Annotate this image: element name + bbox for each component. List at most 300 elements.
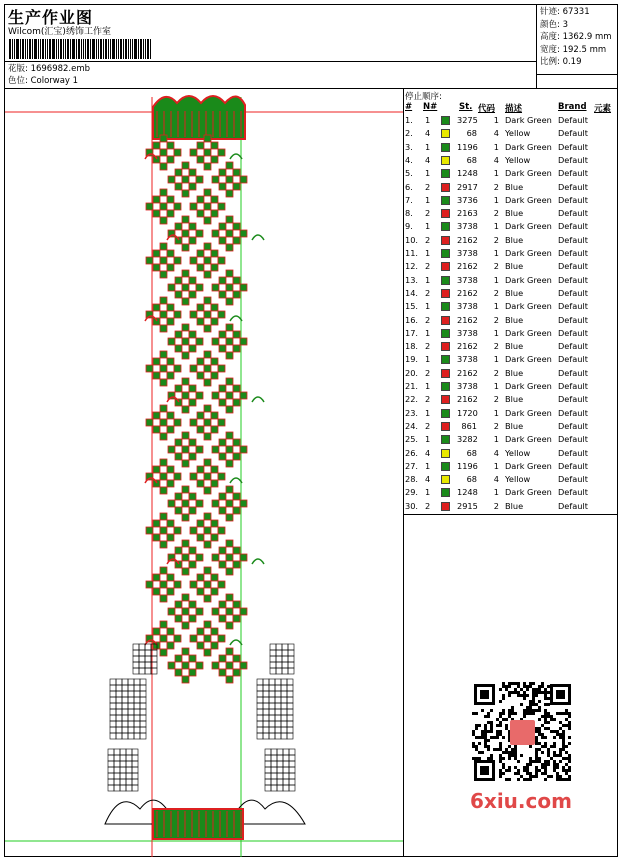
lace-cell [263, 679, 269, 685]
qr-module [538, 727, 541, 730]
lattice-cell [226, 277, 233, 284]
lattice-cell [233, 554, 240, 561]
color-swatch [441, 249, 450, 258]
lattice-cell [182, 460, 189, 467]
lattice-cell [226, 190, 233, 197]
qr-module [553, 754, 556, 757]
lattice-cell [196, 176, 203, 183]
qr-module [514, 691, 517, 694]
qr-module [484, 730, 487, 733]
qr-module [556, 763, 559, 766]
lattice-cell [160, 635, 167, 642]
lattice-cell [189, 176, 196, 183]
lace-cell [116, 721, 122, 727]
qr-module [544, 712, 547, 715]
qr-module [493, 736, 496, 739]
qr-module [532, 694, 535, 697]
lattice-cell [167, 318, 174, 325]
lace-cell [257, 715, 263, 721]
cell-desc: Dark Green [505, 381, 552, 391]
lattice-cell [233, 169, 240, 176]
lattice-cell [226, 244, 233, 251]
qr-module [484, 742, 487, 745]
lattice-cell [197, 304, 204, 311]
lace-cell [140, 727, 146, 733]
lattice-cell [204, 405, 211, 412]
lattice-cell [233, 392, 240, 399]
qr-module [559, 748, 562, 751]
lace-cell [257, 691, 263, 697]
lattice-cell [160, 595, 167, 602]
lattice-cell [240, 176, 247, 183]
lace-cell [289, 785, 295, 791]
lattice-cell [190, 311, 197, 318]
lattice-cell [226, 561, 233, 568]
cell-code: 2 [493, 500, 499, 511]
lace-cell [281, 721, 287, 727]
lattice-cell [168, 338, 175, 345]
qr-module [553, 760, 556, 763]
colorway-value: Colorway 1 [30, 76, 79, 86]
qr-module [535, 772, 538, 775]
stop-sequence-title: 停止顺序: [405, 92, 442, 102]
qr-module [481, 730, 484, 733]
lattice-cell [182, 446, 189, 453]
lace-cell [132, 785, 138, 791]
lace-cell [145, 650, 151, 656]
qr-module [553, 736, 556, 739]
lattice-cell [212, 608, 219, 615]
lattice-cell [218, 149, 225, 156]
lattice-cell [189, 493, 196, 500]
lattice-cell [182, 176, 189, 183]
lattice-cell [160, 649, 167, 656]
lattice-cell [182, 298, 189, 305]
lattice-cell [219, 237, 226, 244]
lattice-cell [182, 608, 189, 615]
lace-cell [128, 727, 134, 733]
qr-module [535, 703, 538, 706]
qr-code-image [470, 680, 575, 785]
cell-st: 1248 [457, 487, 478, 498]
cell-brand: Default [558, 341, 588, 352]
file-row [8, 63, 536, 75]
cell-brand: Default [558, 394, 588, 405]
lace-cell [110, 685, 116, 691]
lace-cell [128, 721, 134, 727]
lattice-cell [197, 311, 204, 318]
qr-module [481, 751, 484, 754]
cell-st: 3282 [457, 434, 478, 445]
qr-module [508, 757, 511, 760]
lace-cell [108, 767, 114, 773]
lattice-cell [233, 176, 240, 183]
lattice-cell [226, 378, 233, 385]
col-brand: Brand [558, 102, 587, 112]
lattice-cell [175, 500, 182, 507]
lattice-cell [226, 399, 233, 406]
cell-desc: Blue [505, 420, 524, 431]
color-swatch [441, 276, 450, 285]
cell-code: 1 [493, 354, 499, 365]
qr-module [532, 760, 535, 763]
cell-desc: Dark Green [505, 141, 552, 152]
lattice-cell [204, 351, 211, 358]
lattice-cell [160, 304, 167, 311]
cell-n: 1 [425, 327, 431, 338]
cell-brand: Default [558, 314, 588, 325]
qr-module [562, 745, 565, 748]
lattice-cell [167, 635, 174, 642]
lattice-cell [233, 601, 240, 608]
lace-cell [132, 749, 138, 755]
cell-n: 4 [425, 154, 431, 165]
lattice-cell [160, 142, 167, 149]
qr-module [475, 757, 478, 760]
cell-st: 2162 [457, 314, 478, 325]
lattice-cell [226, 216, 233, 223]
qr-module [538, 760, 541, 763]
lattice-cell [175, 669, 182, 676]
lattice-cell [226, 486, 233, 493]
cell-desc: Dark Green [505, 487, 552, 498]
qr-module [553, 745, 556, 748]
qr-module [526, 778, 529, 781]
lattice-cell [219, 608, 226, 615]
qr-module [544, 736, 547, 739]
cell-brand: Default [558, 381, 588, 391]
lace-cell [110, 697, 116, 703]
cell-n: 2 [425, 287, 431, 298]
qr-module [502, 763, 505, 766]
lace-cell [116, 697, 122, 703]
lace-cell [257, 733, 263, 739]
cell-st: 3275 [457, 115, 478, 125]
lace-cell [270, 662, 276, 668]
lattice-cell [167, 372, 174, 379]
cell-desc: Blue [505, 261, 524, 272]
scallop [252, 397, 264, 402]
lattice-cell [226, 655, 233, 662]
lattice-cell [160, 257, 167, 264]
table-row [405, 182, 617, 195]
lattice-cell [226, 345, 233, 352]
lattice-cell [182, 183, 189, 190]
cell-n: 1 [425, 381, 431, 391]
lattice-cell [233, 446, 240, 453]
qr-module [484, 724, 487, 727]
lace-cell [269, 679, 275, 685]
qr-module [547, 775, 550, 778]
cell-st: 2915 [457, 500, 478, 511]
lattice-cell [204, 466, 211, 473]
lattice-cell [160, 365, 167, 372]
lattice-cell [168, 176, 175, 183]
lattice-cell [167, 466, 174, 473]
qr-module [508, 694, 511, 697]
lattice-cell [211, 365, 218, 372]
lattice-cell [182, 594, 189, 601]
lattice-cell [189, 399, 196, 406]
lattice-cell [211, 149, 218, 156]
cell-desc: Dark Green [505, 221, 552, 232]
lace-cell [114, 767, 120, 773]
lace-cell [282, 650, 288, 656]
qr-module [484, 736, 487, 739]
cell-desc: Dark Green [505, 354, 552, 365]
cell-i: 19. [405, 354, 419, 365]
lattice-cell [160, 487, 167, 494]
qr-module [496, 748, 499, 751]
lattice-cell [189, 554, 196, 561]
qr-module [508, 715, 511, 718]
lace-cell [134, 709, 140, 715]
lace-cell [120, 761, 126, 767]
cell-code: 2 [493, 181, 499, 192]
lace-cell [263, 691, 269, 697]
lattice-cell [233, 493, 240, 500]
qr-module [550, 718, 553, 721]
cell-desc: Dark Green [505, 460, 552, 471]
lace-cell [132, 755, 138, 761]
qr-module [541, 685, 544, 688]
cell-n: 1 [425, 407, 431, 418]
lace-cell [257, 679, 263, 685]
lattice-cell [233, 655, 240, 662]
cell-code: 2 [493, 394, 499, 405]
cell-code: 1 [493, 168, 499, 179]
qr-module [496, 733, 499, 736]
lattice-cell [204, 635, 211, 642]
lace-cell [265, 785, 271, 791]
color-swatch [441, 209, 450, 218]
qr-module [535, 694, 538, 697]
qr-module [520, 694, 523, 697]
lattice-cell [174, 365, 181, 372]
color-swatch [441, 329, 450, 338]
lattice-cell [211, 466, 218, 473]
lace-cell [108, 761, 114, 767]
cell-brand: Default [558, 434, 588, 445]
qr-module [526, 685, 529, 688]
color-swatch [441, 502, 450, 511]
cell-brand: Default [558, 354, 588, 365]
lattice-cell [226, 270, 233, 277]
lace-cell [145, 668, 151, 674]
qr-module [523, 715, 526, 718]
lattice-cell [233, 547, 240, 554]
cell-st: 68 [466, 154, 477, 165]
lattice-cell [182, 284, 189, 291]
lattice-cell [218, 527, 225, 534]
cell-code: 4 [493, 474, 499, 485]
stat-value: 1362.9 mm [559, 32, 612, 42]
cell-code: 4 [493, 128, 499, 139]
lattice-cell [233, 331, 240, 338]
qr-module [553, 763, 556, 766]
qr-module [568, 721, 571, 724]
lattice-cell [189, 183, 196, 190]
lattice-cell [182, 331, 189, 338]
lattice-cell [182, 514, 189, 521]
lace-cell [275, 733, 281, 739]
lace-cell [114, 749, 120, 755]
color-swatch [441, 382, 450, 391]
lattice-cell [219, 446, 226, 453]
lattice-cell [197, 574, 204, 581]
cell-desc: Dark Green [505, 407, 552, 418]
qr-module [556, 766, 559, 769]
lattice-cell [218, 581, 225, 588]
lace-cell [271, 779, 277, 785]
cell-st: 2162 [457, 394, 478, 405]
lattice-cell [197, 466, 204, 473]
lattice-cell [226, 162, 233, 169]
lattice-cell [240, 392, 247, 399]
qr-module [547, 691, 550, 694]
cell-desc: Blue [505, 394, 524, 405]
qr-module [511, 751, 514, 754]
qr-module [550, 745, 553, 748]
col-elem: 元素 [594, 104, 612, 114]
lattice-cell [175, 338, 182, 345]
qr-module [544, 742, 547, 745]
lattice-cell [204, 250, 211, 257]
lattice-cell [218, 311, 225, 318]
lattice-cell [218, 257, 225, 264]
qr-module [541, 766, 544, 769]
lattice-cell [175, 183, 182, 190]
table-row [405, 195, 617, 208]
lace-cell [263, 685, 269, 691]
lattice-cell [219, 392, 226, 399]
qr-module [535, 742, 538, 745]
lattice-cell [189, 230, 196, 237]
qr-module [556, 712, 559, 715]
stat-value: 3 [559, 19, 568, 30]
qr-module [565, 724, 568, 727]
lattice-cell [226, 237, 233, 244]
qr-module [478, 736, 481, 739]
lattice-cell [160, 412, 167, 419]
cell-n: 1 [425, 460, 431, 471]
qr-module [529, 745, 532, 748]
cell-i: 1. [405, 115, 413, 125]
lace-cell [275, 709, 281, 715]
lattice-cell [233, 453, 240, 460]
lattice-cell [175, 507, 182, 514]
qr-module [499, 748, 502, 751]
qr-module [562, 739, 565, 742]
qr-module [562, 730, 565, 733]
cell-n: 1 [425, 487, 431, 498]
stat-row [540, 31, 618, 44]
table-row [405, 261, 617, 274]
stat-row [540, 19, 618, 32]
lace-cell [288, 668, 294, 674]
lattice-cell [189, 385, 196, 392]
qr-module [547, 712, 550, 715]
lattice-cell [160, 189, 167, 196]
lattice-cell [233, 615, 240, 622]
lattice-cell [167, 520, 174, 527]
lattice-cell [219, 230, 226, 237]
qr-module [472, 757, 475, 760]
lattice-cell [226, 500, 233, 507]
qr-module [472, 742, 475, 745]
lattice-cell [219, 331, 226, 338]
lace-cell [265, 773, 271, 779]
qr-module [538, 700, 541, 703]
qr-module [532, 775, 535, 778]
qr-module [547, 721, 550, 724]
lattice-cell [204, 412, 211, 419]
qr-module [508, 766, 511, 769]
lace-cell [140, 721, 146, 727]
lattice-cell [182, 291, 189, 298]
lattice-cell [233, 507, 240, 514]
lattice-cell [212, 500, 219, 507]
table-row [405, 275, 617, 288]
lattice-cell [197, 250, 204, 257]
lace-cell [128, 685, 134, 691]
lattice-cell [160, 405, 167, 412]
cell-i: 20. [405, 367, 419, 378]
lattice-cell [226, 338, 233, 345]
qr-module [559, 712, 562, 715]
qr-module [520, 754, 523, 757]
cell-code: 1 [493, 274, 499, 285]
lattice-cell [174, 473, 181, 480]
lattice-cell [204, 473, 211, 480]
qr-module [526, 694, 529, 697]
lattice-cell [219, 277, 226, 284]
color-swatch [441, 449, 450, 458]
qr-module [568, 754, 571, 757]
qr-module [550, 730, 553, 733]
cell-brand: Default [558, 141, 588, 152]
cell-code: 1 [493, 434, 499, 445]
lattice-cell [233, 669, 240, 676]
cell-st: 3738 [457, 381, 478, 391]
lattice-cell [175, 385, 182, 392]
lace-cell [287, 709, 293, 715]
cell-st: 68 [466, 474, 477, 485]
qr-module [559, 736, 562, 739]
lattice-cell [160, 567, 167, 574]
qr-module [514, 757, 517, 760]
cell-code: 2 [493, 261, 499, 272]
lace-cell [281, 691, 287, 697]
qr-module [547, 751, 550, 754]
qr-module [547, 754, 550, 757]
lace-cell [289, 749, 295, 755]
lattice-cell [196, 554, 203, 561]
qr-module [556, 778, 559, 781]
lattice-cell [204, 271, 211, 278]
qr-module [526, 712, 529, 715]
lattice-cell [196, 392, 203, 399]
qr-module [505, 685, 508, 688]
qr-module [487, 745, 490, 748]
lattice-cell [197, 628, 204, 635]
lattice-cell [160, 250, 167, 257]
table-row [405, 221, 617, 234]
lattice-cell [197, 372, 204, 379]
qr-module [475, 745, 478, 748]
lattice-cell [190, 203, 197, 210]
lattice-cell [160, 541, 167, 548]
